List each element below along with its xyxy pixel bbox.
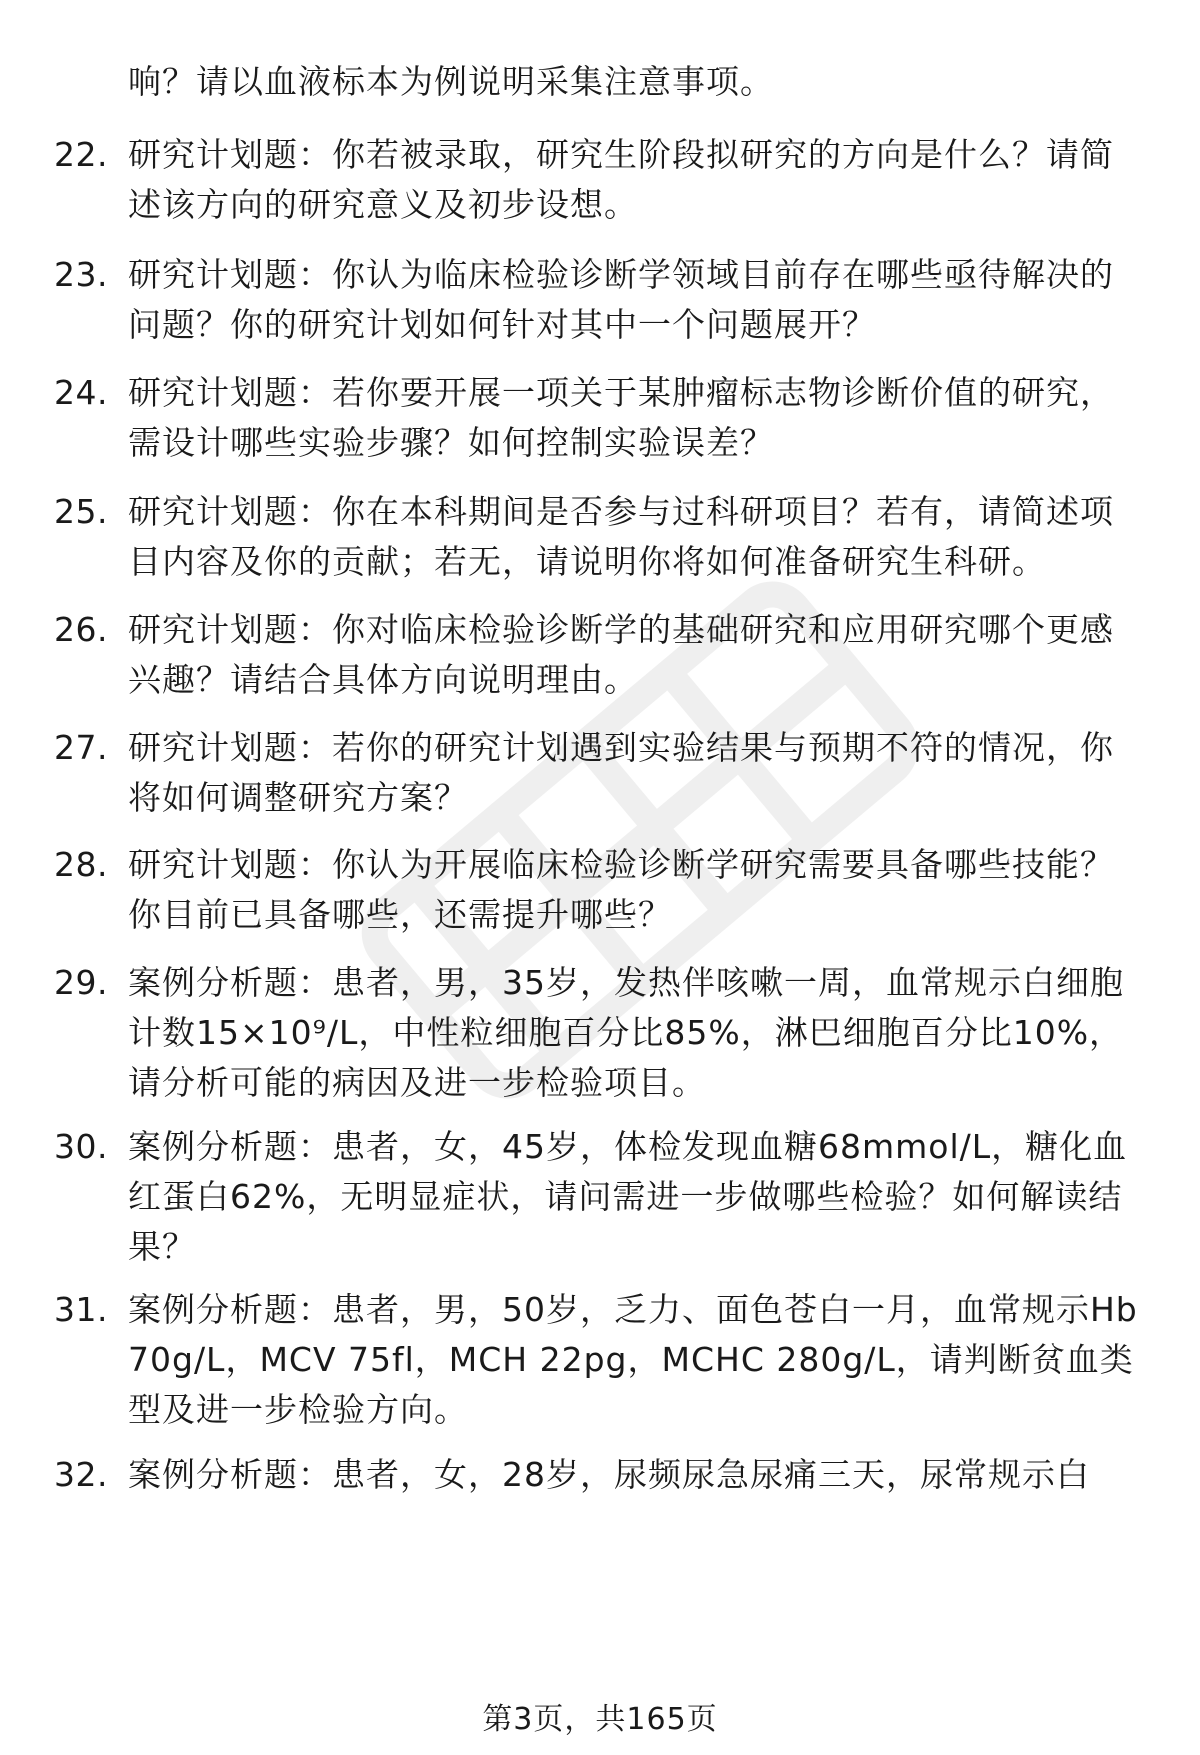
continuation-text: 响？请以血液标本为例说明采集注意事项。 (128, 62, 774, 101)
question-text: 案例分析题：患者，女，28岁，尿频尿急尿痛三天，尿常规示白 (128, 1455, 1090, 1494)
question-number: 25. (54, 492, 108, 531)
question-number: 24. (54, 373, 108, 412)
question-number: 28. (54, 845, 108, 884)
question-number: 30. (54, 1127, 108, 1166)
question-number: 22. (54, 135, 108, 174)
question-number: 23. (54, 255, 108, 294)
question-text: 研究计划题：你认为开展临床检验诊断学研究需要具备哪些技能？你目前已具备哪些，还需提升哪些？ (128, 845, 1114, 934)
question-text: 研究计划题：若你的研究计划遇到实验结果与预期不符的情况，你将如何调整研究方案？ (128, 728, 1114, 817)
question-text: 研究计划题：你认为临床检验诊断学领域目前存在哪些亟待解决的问题？你的研究计划如何针对其中一个问题展开？ (128, 255, 1114, 344)
question-text: 研究计划题：你在本科期间是否参与过科研项目？若有，请简述项目内容及你的贡献；若无，请说明你将如何准备研究生科研。 (128, 492, 1114, 581)
question-text: 研究计划题：若你要开展一项关于某肿瘤标志物诊断价值的研究，需设计哪些实验步骤？如何控制实验误差？ (128, 373, 1114, 462)
question-text: 案例分析题：患者，女，45岁，体检发现血糖68mmol/L，糖化血红蛋白62%，无明显症状，请问需进一步做哪些检验？如何解读结果？ (128, 1127, 1128, 1266)
question-number: 32. (54, 1455, 108, 1494)
question-number: 31. (54, 1290, 108, 1329)
page-footer: 第3页，共165页 (482, 1702, 718, 1737)
question-text: 研究计划题：你对临床检验诊断学的基础研究和应用研究哪个更感兴趣？请结合具体方向说明理由。 (128, 610, 1114, 699)
question-number: 27. (54, 728, 108, 767)
question-number: 29. (54, 963, 108, 1002)
question-number: 26. (54, 610, 108, 649)
question-text: 案例分析题：患者，男，35岁，发热伴咳嗽一周，血常规示白细胞计数15×10⁹/L，中性粒细胞百分比85%，淋巴细胞百分比10%，请分析可能的病因及进一步检验项目。 (128, 963, 1124, 1102)
question-text: 案例分析题：患者，男，50岁，乏力、面色苍白一月，血常规示Hb 70g/L，MCV 75fl，MCH 22pg，MCHC 280g/L，请判断贫血类型及进一步检验方向。 (128, 1290, 1138, 1429)
question-text: 研究计划题：你若被录取，研究生阶段拟研究的方向是什么？请简述该方向的研究意义及初步设想。 (128, 135, 1114, 224)
